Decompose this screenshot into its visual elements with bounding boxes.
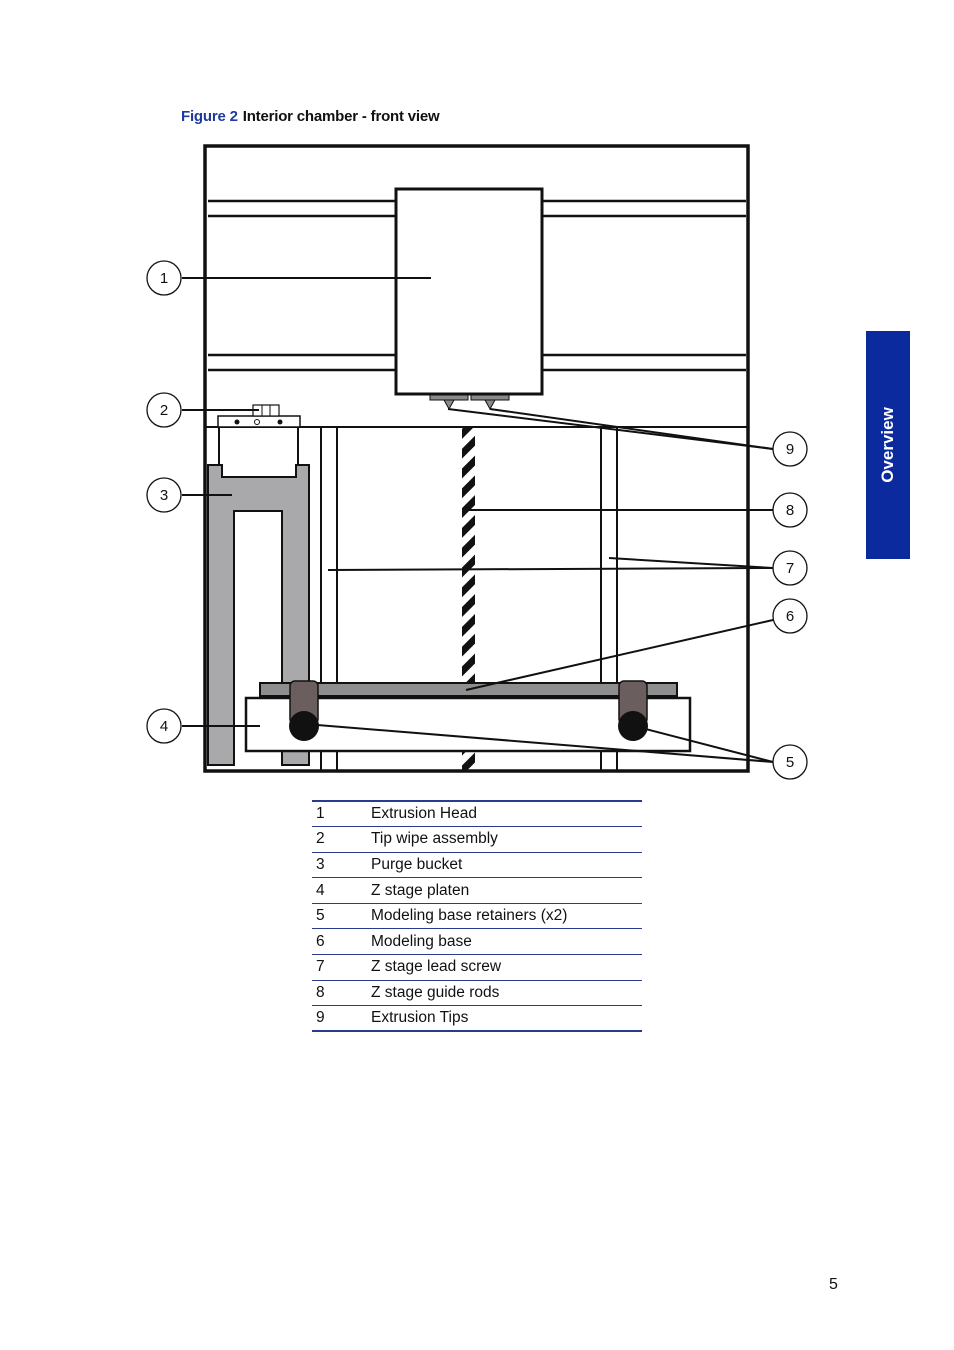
figure-title: Interior chamber - front view	[242, 108, 440, 125]
callout-7-label: 7	[785, 560, 795, 577]
table-row	[312, 903, 642, 929]
section-tab-overview[interactable]	[866, 331, 910, 559]
callout-6	[773, 599, 807, 633]
callout-3	[147, 478, 181, 512]
legend-text: Modeling base retainers (x2)	[371, 903, 642, 929]
callout-9-label: 9	[785, 441, 795, 458]
callout-8	[773, 493, 807, 527]
callout-3-label: 3	[159, 487, 169, 504]
section-tab-label: Overview	[878, 407, 897, 483]
figure-label: Figure 2	[181, 108, 238, 125]
legend-number: 1	[312, 801, 371, 827]
table-row	[312, 827, 642, 853]
callout-8-label: 8	[785, 502, 795, 519]
legend-number: 5	[312, 903, 371, 929]
legend-text: Z stage platen	[371, 878, 642, 904]
legend-text: Tip wipe assembly	[371, 827, 642, 853]
table-row	[312, 801, 642, 827]
table-row	[312, 852, 642, 878]
legend-number: 4	[312, 878, 371, 904]
legend-number: 2	[312, 827, 371, 853]
callout-5	[773, 745, 807, 779]
table-row	[312, 878, 642, 904]
callout-4	[147, 709, 181, 743]
legend-text: Z stage guide rods	[371, 980, 642, 1006]
legend-table	[312, 800, 642, 1032]
table-row	[312, 955, 642, 981]
legend-text: Extrusion Tips	[371, 1006, 642, 1032]
callout-2	[147, 393, 181, 427]
legend-number: 7	[312, 955, 371, 981]
page-number: 5	[829, 1276, 838, 1293]
callout-9	[773, 432, 807, 466]
table-row	[312, 980, 642, 1006]
callout-5-label: 5	[785, 754, 795, 771]
legend-text: Purge bucket	[371, 852, 642, 878]
table-row	[312, 1006, 642, 1032]
callout-4-label: 4	[159, 718, 169, 735]
legend-number: 9	[312, 1006, 371, 1032]
extrusion-head	[396, 189, 542, 394]
legend-number: 8	[312, 980, 371, 1006]
legend-number: 3	[312, 852, 371, 878]
legend-text: Z stage lead screw	[371, 955, 642, 981]
table-row	[312, 929, 642, 955]
callout-7	[773, 551, 807, 585]
callout-1	[147, 261, 181, 295]
legend-text: Modeling base	[371, 929, 642, 955]
legend-number: 6	[312, 929, 371, 955]
callout-6-label: 6	[785, 608, 795, 625]
legend-text: Extrusion Head	[371, 801, 642, 827]
callout-2-label: 2	[159, 402, 169, 419]
callout-1-label: 1	[159, 270, 169, 287]
